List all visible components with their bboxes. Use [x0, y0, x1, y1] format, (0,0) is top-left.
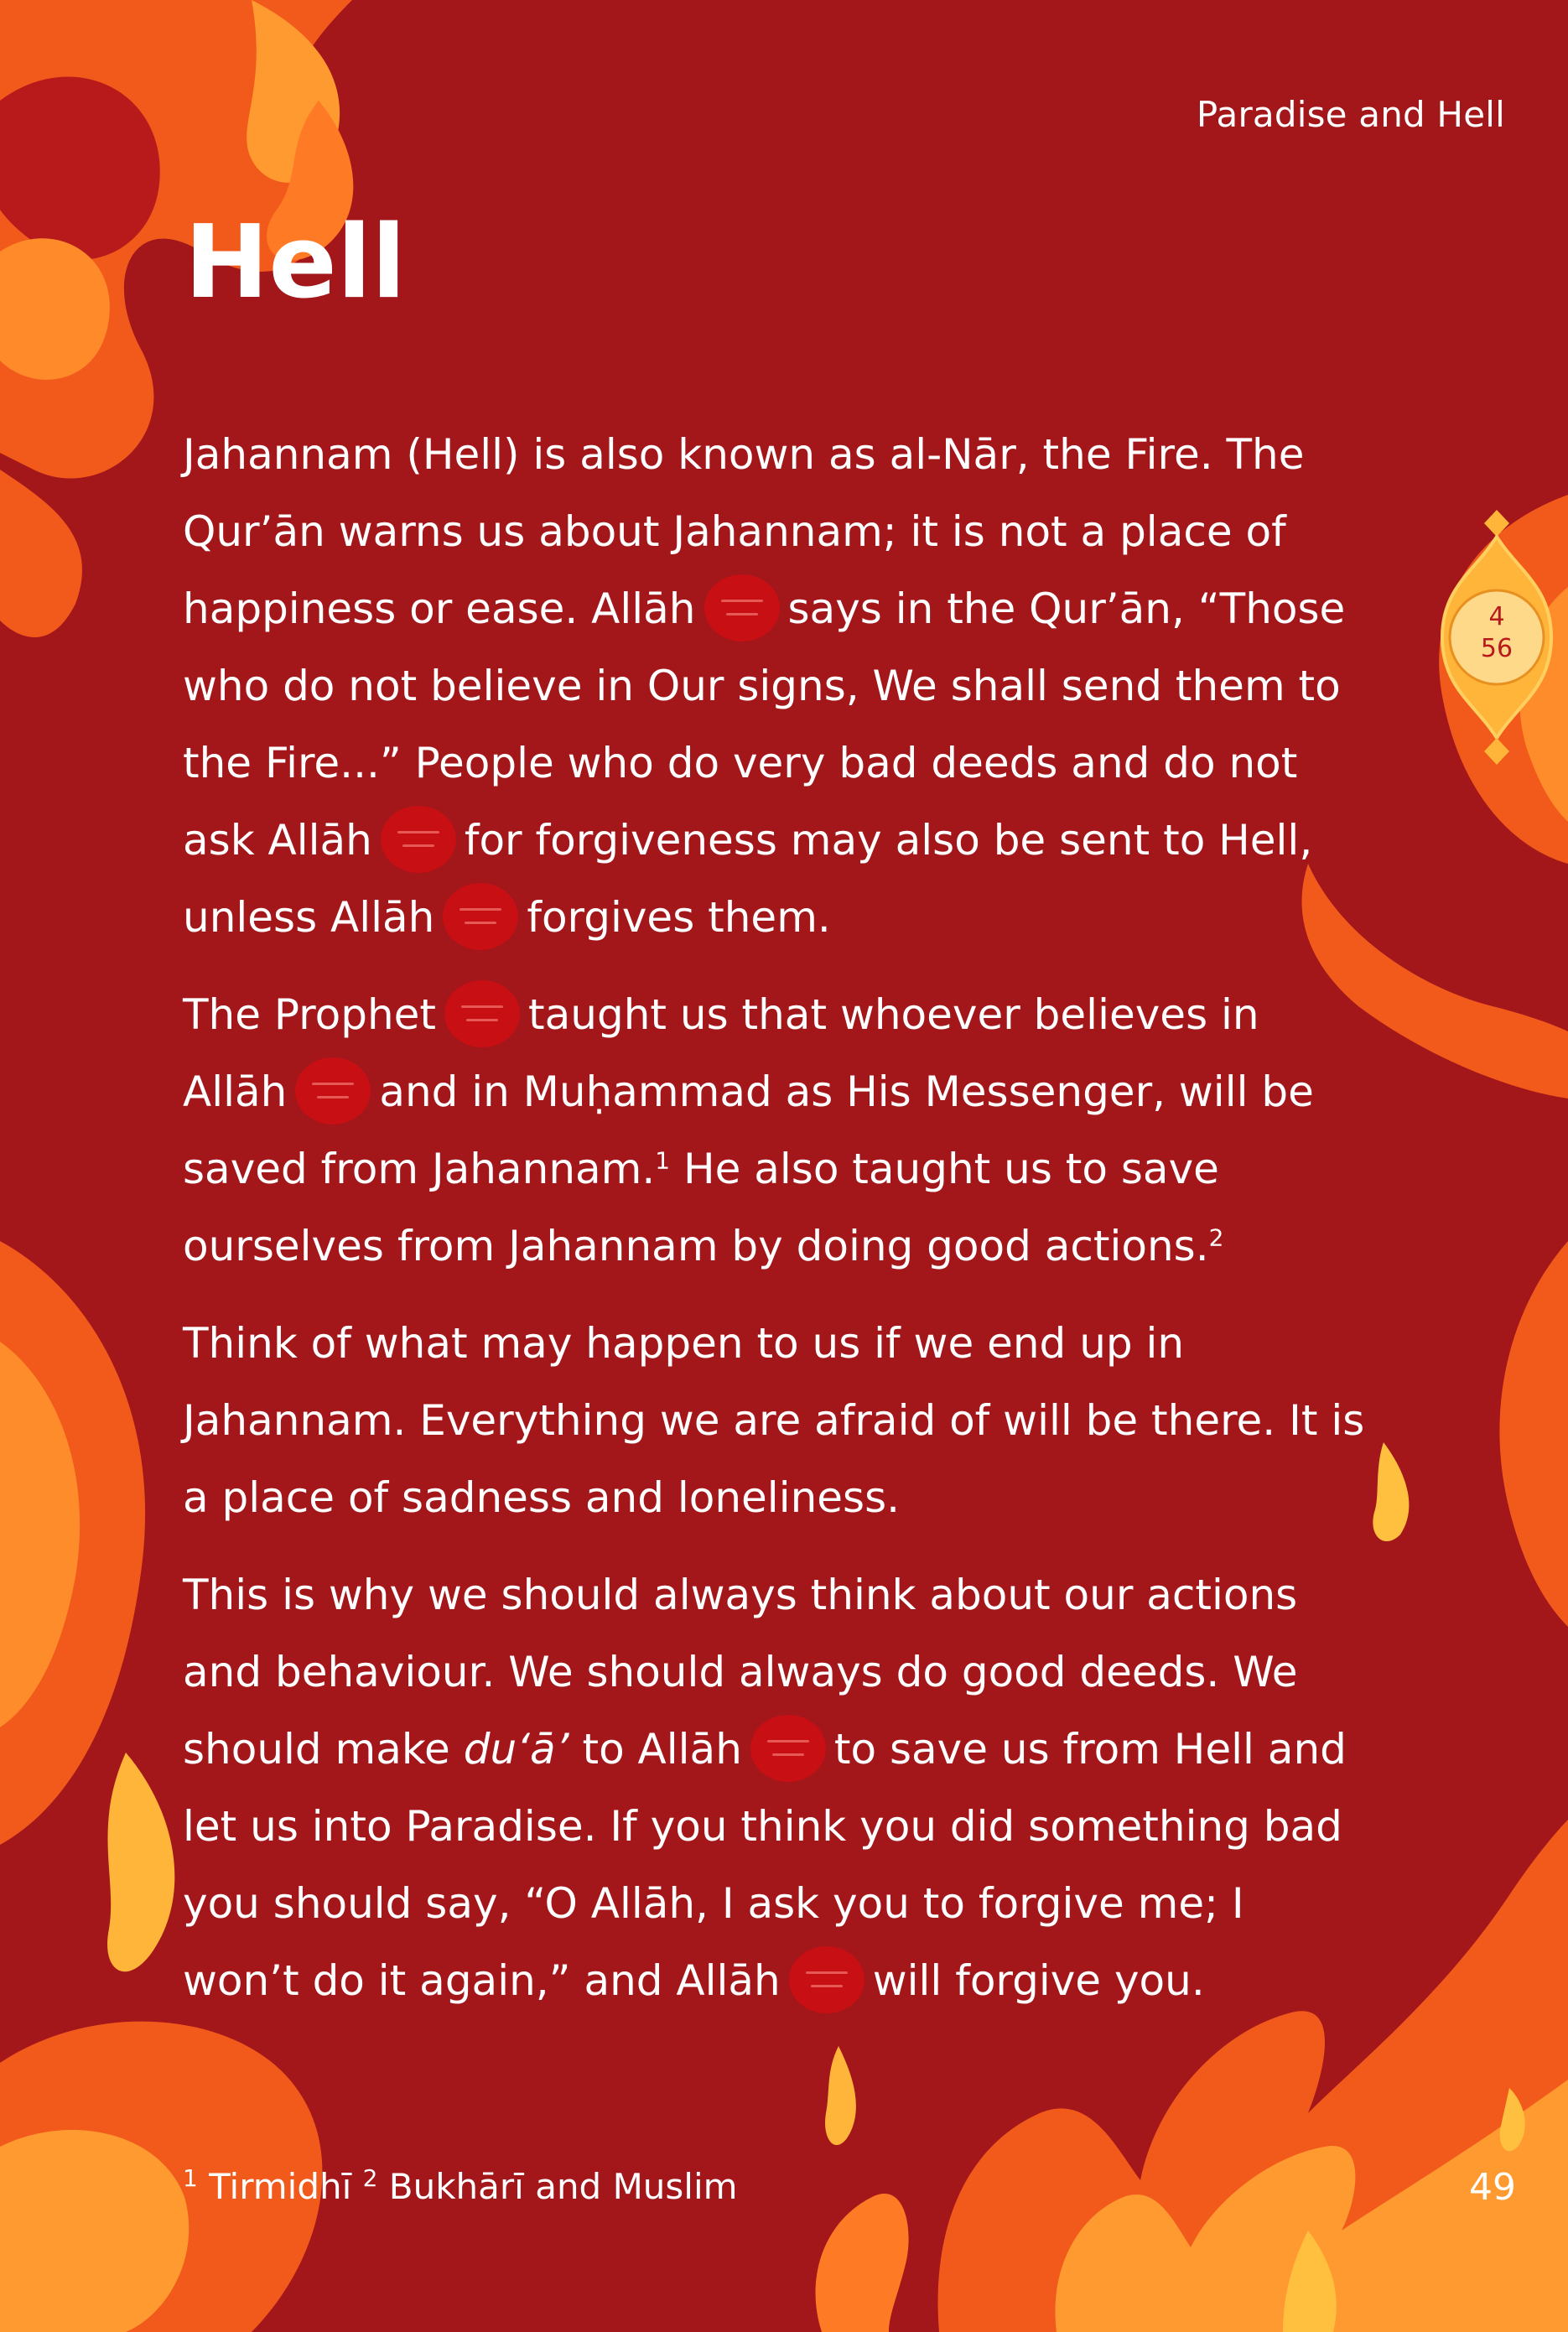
- text-segment: forgives them.: [527, 893, 831, 942]
- honorific-seal-icon: [295, 1057, 371, 1124]
- footnote-ref-2[interactable]: 2: [1208, 1223, 1224, 1252]
- text-segment: says in the Qur’ān, “Those who do not believe in Our signs, We shall send them to the Fire...” People who do very bad deeds and do not ask Allāh: [183, 584, 1346, 865]
- italic-term: du‘ā’: [463, 1725, 569, 1774]
- text-segment: Think of what may happen to us if we end up in Jahannam. Everything we are afraid of will be there. It is a place of sadness and loneliness.: [183, 1319, 1365, 1522]
- footnote-marker-2: 2: [362, 2164, 378, 2192]
- honorific-seal-icon: [381, 806, 456, 873]
- honorific-seal-icon: [443, 883, 518, 950]
- reference-verse-number: 56: [1480, 634, 1513, 663]
- honorific-seal-icon: [444, 980, 520, 1047]
- text-segment: and in Muḥammad as His Messenger, will be saved from Jahannam.: [183, 1067, 1314, 1193]
- text-segment: for forgiveness may also be sent to Hell, unless Allāh: [183, 816, 1313, 942]
- paragraph-2: [183, 976, 1373, 1285]
- text-segment: taught us that whoever believes in Allāh: [183, 990, 1259, 1116]
- text-segment: to save us from Hell and let us into Paradise. If you think you did something bad you should say, “O Allāh, I ask you to forgive me; I won’t do it again,” and Allāh: [183, 1725, 1347, 2005]
- text-segment: to Allāh: [569, 1725, 742, 1774]
- footnote-text-2: Bukhārī and Muslim: [377, 2166, 738, 2207]
- text-segment: This is why we should always think about our actions and behaviour. We should always do good deeds. We should make: [183, 1571, 1298, 1774]
- reference-chapter-number: 4: [1488, 602, 1505, 631]
- footnote-text-1: Tirmidhī: [197, 2166, 363, 2207]
- page-number: 49: [1469, 2166, 1516, 2209]
- honorific-seal-icon: [789, 1946, 864, 2013]
- footnote-marker-1: 1: [183, 2164, 198, 2192]
- paragraph-1: [183, 416, 1373, 956]
- honorific-seal-icon: [750, 1715, 826, 1782]
- text-segment: The Prophet: [183, 990, 437, 1039]
- page-title: Hell: [184, 205, 407, 321]
- footnotes: [183, 2166, 738, 2207]
- honorific-seal-icon: [704, 574, 780, 641]
- footnote-ref-1[interactable]: 1: [655, 1146, 671, 1175]
- body-text: [183, 416, 1373, 2039]
- paragraph-3: [183, 1305, 1373, 1536]
- running-header: Paradise and Hell: [1196, 94, 1505, 135]
- text-segment: He also taught us to save ourselves from Jahannam by doing good actions.: [183, 1145, 1219, 1270]
- text-segment: Jahannam (Hell) is also known as al-Nār, the Fire. The Qur’ān warns us about Jahannam; it is not a place of happiness or ease. Allāh: [183, 430, 1305, 633]
- paragraph-4: [183, 1556, 1373, 2019]
- text-segment: will forgive you.: [872, 1956, 1205, 2005]
